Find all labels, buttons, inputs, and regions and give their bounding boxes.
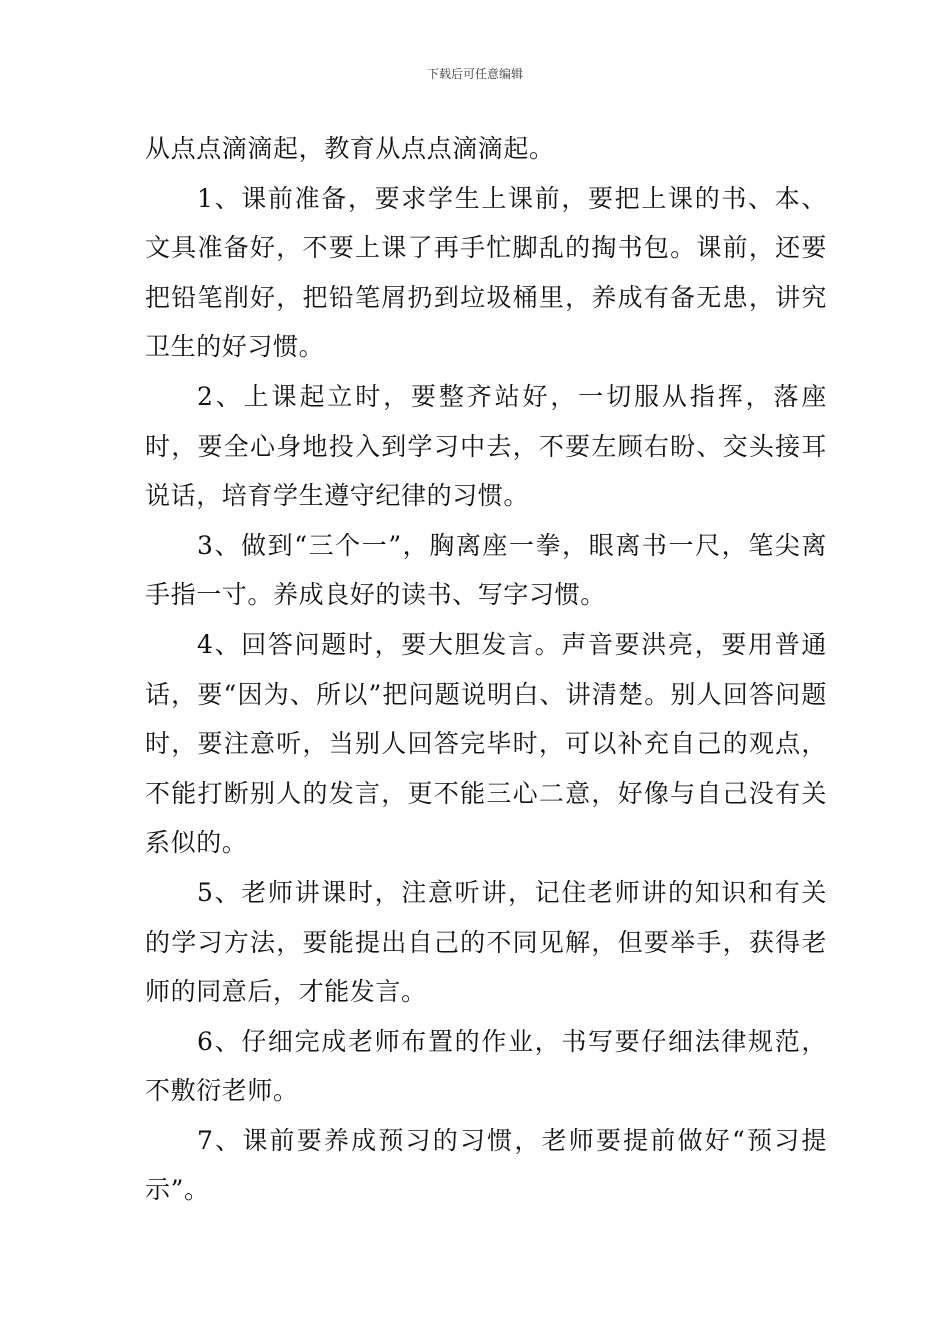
page-header-note: 下载后可任意编辑 (426, 67, 523, 81)
document-body (145, 124, 827, 1215)
paragraph-item-5: 5、老师讲课时，注意听讲，记住老师讲的知识和有关的学习方法，要能提出自己的不同见解，但要举手，获得老师的同意后，才能发言。 (145, 877, 827, 1007)
paragraph-item-1: 1、课前准备，要求学生上课前，要把上课的书、本、文具准备好，不要上课了再手忙脚乱的掏书包。课前，还要把铅笔削好，把铅笔屑扔到垃圾桶里，养成有备无患，讲究卫生的好习惯。 (145, 183, 827, 362)
paragraph-item-7: 7、课前要养成预习的习惯，老师要提前做好“预习提示”。 (145, 1125, 827, 1205)
paragraph-item-6: 6、仔细完成老师布置的作业，书写要仔细法律规范，不敷衍老师。 (145, 1026, 827, 1106)
paragraph-item-2: 2、上课起立时，要整齐站好，一切服从指挥，落座时，要全心身地投入到学习中去，不要左顾右盼、交头接耳说话，培育学生遵守纪律的习惯。 (145, 381, 827, 511)
paragraph-item-3: 3、做到“三个一”，胸离座一拳，眼离书一尺，笔尖离手指一寸。养成良好的读书、写字习惯。 (145, 530, 827, 610)
paragraph-intro: 从点点滴滴起，教育从点点滴滴起。 (145, 134, 555, 163)
paragraph-item-4: 4、回答问题时，要大胆发言。声音要洪亮，要用普通话，要“因为、所以”把问题说明白、讲清楚。别人回答问题时，要注意听，当别人回答完毕时，可以补充自己的观点，不能打断别人的发言，更不能三心二意，好像与自己没有关系似的。 (145, 629, 827, 858)
